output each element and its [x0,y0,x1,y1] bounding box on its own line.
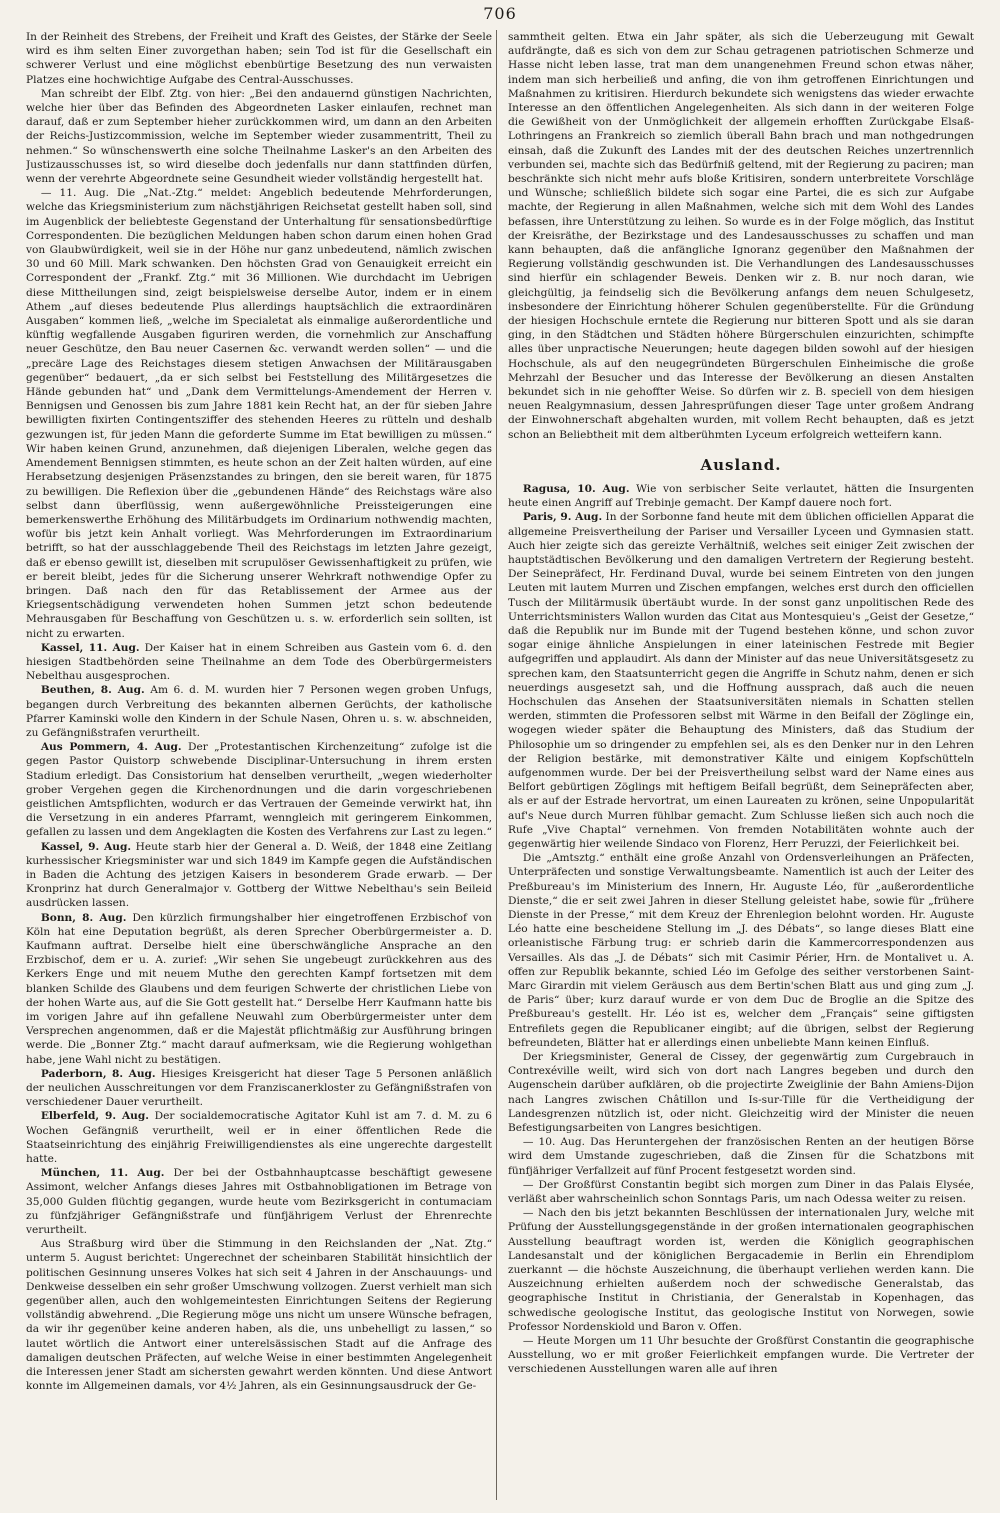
article-text: Der Kaiser hat in einem Schreiben aus Gastein vom 6. d. den hiesigen Stadtbehörden seine Theilnahme an dem Tode des Oberbürgermeisters Nebelthau ausgesprochen. [26,641,492,683]
article-paragraph [508,1334,974,1377]
dateline: Beuthen, 8. Aug. [40,684,145,697]
article-paragraph [508,1178,974,1206]
article-text: Man schreibt der Elbf. Ztg. von hier: „Bei den andauernd günstigen Nachrichten, welche hier über das Befinden des Abgeordneten Lasker einlaufen, rechnet man darauf, daß er zum September hieher zurückkommen wird, um dann an den Arbeiten der Reichs-Justizcommission, welche im September wieder zusammentritt, Theil zu nehmen.“ So wünschenswerth eine solche Theilnahme Lasker's an den Arbeiten des Justizausschusses ist, so wird dieselbe doch jedenfalls nur dann stattfinden dürfen, wenn der verehrte Abgeordnete seine Gesundheit wieder vollständig hergestellt hat. [26,87,492,186]
article-paragraph [508,851,974,1050]
article-text: Der „Protestantischen Kirchenzeitung“ zufolge ist die gegen Pastor Quistorp schwebende Disciplinar-Untersuchung in ihrem ersten Stadium erledigt. Das Consistorium hat denselben verurtheilt, „wegen wiederholter grober Vergehen gegen die Kirchenordnungen und die darin vorgeschriebenen geistlichen Amtspflichten, wodurch er das Vertrauen der Gemeinde verwirkt hat, ihn die Versetzung in ein anderes Pfarramt, wenngleich mit geringerem Einkommen, gefallen zu lassen und dem Angeklagten die Kosten des Verfahrens zur Last zu legen.“ [26,741,492,839]
article-text: In der Sorbonne fand heute mit dem üblichen officiellen Apparat die allgemeine Preisvertheilung der Pariser und Versailler Lyceen und Gymnasien statt. Auch hier zeigte sich das gereizte Verhältniß, welches seit einiger Zeit zwischen der hauptstädtischen Bevölkerung und den damaligen Vertretern der Regierung besteht. Der Seinepräfect, Hr. Ferdinand Duval, wurde bei seinem Eintreten von den jungen Leuten mit lautem Murren und Zischen empfangen, welches erst durch den officiellen Tusch der Militärmusik übertäubt wurde. In der sonst ganz unpolitischen Rede des Unterrichtsministers Wallon wurden das Citat aus Montesquieu's „Geist der Gesetze,“ daß die Republik nur im Bunde mit der Tugend bestehen könne, und schon zuvor sogar einige ähnliche Anspielungen in einer lateinischen Festrede mit Begier aufgegriffen und applaudirt. Als dann der Minister auf das neue Universitätsgesetz zu sprechen kam, den Staatsunterricht gegen die Angriffe in Schutz nahm, denen er sich neuerdings ausgesetzt sah, und die Hoffnung aussprach, daß auch die neuen Hochschulen das Ansehen der Staatsuniversitäten niemals in Schatten stellen werden, stimmten die Professoren selbst mit Wärme in den Beifall der Zöglinge ein, wogegen wieder später die Behauptung des Ministers, daß das Studium der Philosophie um so dringender zu empfehlen sei, als es den Denker nur in den Lehren der Religion bestärke, mit demonstrativer Kälte und einigem Kopfschütteln aufgenommen wurde. Der bei der Preisvertheilung selbst ward der Name eines aus Belfort gebürtigen Zöglings mit heftigem Beifall begrüßt, dem Seinepräfecten aber, als er auf der Estrade hervortrat, um einen Laureaten zu krönen, seine Unpopularität auf's Neue durch Murren fühlbar gemacht. Zum Schlusse ließen sich auch noch die Rufe „Vive Chaptal“ vernehmen. Von fremden Notabilitäten wohnte auch der gegenwärtig hier weilende Sindaco von Florenz, Herr Peruzzi, der Feierlichkeit bei. [508,511,974,850]
article-text: sammtheit gelten. Etwa ein Jahr später, als sich die Ueberzeugung mit Gewalt aufdrängte, daß es sich von dem zur Schau getragenen patriotischen Schmerze und Hasse nicht leben lasse, trat man dem unangenehmen Freund schon etwas näher, indem man sich herbeiließ und anfing, die von ihm getroffenen Einrichtungen und Maßnahmen zu kritisiren. Hierdurch bekundete sich wenigstens das wieder erwachte Interesse an den öffentlichen Angelegenheiten. Als sich dann in der weiteren Folge die Gewißheit von der Unmöglichkeit der allgemein erhofften Zurückgabe Elsaß-Lothringens an Frankreich so ziemlich überall Bahn brach und man nothgedrungen einsah, daß die Zukunft des Landes mit der des deutschen Reiches unzertrennlich verbunden sei, machte sich das Bedürfniß geltend, mit der Regierung zu paciren; man beschränkte sich nicht mehr aufs bloße Kritisiren, sondern unterbreitete Vorschläge und Wünsche; schließlich bildete sich sogar eine Partei, die es sich zur Aufgabe machte, der Regierung in allen Maßnahmen, welche sich mit dem Wohl des Landes befassen, ihre Unterstützung zu leihen. So wurde es in der Folge möglich, das Institut der Kreisräthe, der Bezirkstage und des Landesausschusses zu schaffen und man kann behaupten, daß die anfängliche Ignoranz gegenüber den Maßnahmen der Regierung vollständig geschwunden ist. Die Verhandlungen des Landesausschusses sind hierfür ein schlagender Beweis. Denken wir z. B. nur noch daran, wie gleichgültig, ja feindselig sich die Bevölkerung anfangs dem neuen Schulgesetz, insbesondere der Einrichtung höherer Schulen gegenüberstellte. Für die Gründung der hiesigen Hochschule erntete die Regierung nur bitteren Spott und als sie daran ging, in den Städtchen und Städten höhere Bürgerschulen einzurichten, schimpfte alles über unpractische Neuerungen; heute dagegen bilden sowohl auf der hiesigen Hochschule, als auf den neugegründeten Bürgerschulen Einheimische die große Mehrzahl der Besucher und das Interesse der Bevölkerung an diesen Anstalten bekundet sich in nie gehoffter Weise. So dürfen wir z. B. speciell von dem hiesigen neuen Realgymnasium, dessen Jahresprüfungen dieser Tage unter großem Andrang der Einwohnerschaft abgehalten wurden, mit vollem Recht behaupten, daß es jetzt schon an Beliebtheit mit dem altberühmten Lyceum erfolgreich wetteifern kann. [508,31,974,441]
article-text: Den kürzlich firmungshalber hier eingetroffenen Erzbischof von Köln hat eine Deputation begrüßt, als deren Sprecher Oberbürgermeister a. D. Kaufmann auftrat. Derselbe hielt eine überschwängliche Ansprache an den Erzbischof, dem er u. A. zurief: „Wir sehen Sie ungebeugt zurückkehren aus des Kerkers Enge und mit neuem Muthe den gerechten Kampf fortsetzen mit dem blanken Schilde des Glaubens und dem feurigen Schwerte der christlichen Liebe von der hohen Warte aus, auf die Sie Gott gestellt hat.“ Derselbe Herr Kaufmann hatte bis im vorigen Jahre auf ihn gefallene Neuwahl zum Oberbürgermeister unter dem Versprechen angenommen, daß er die Majestät pflichtmäßig zur Ausführung bringen werde. Die „Bonner Ztg.“ macht darauf aufmerksam, wie die Regierung wohlgethan habe, jene Wahl nicht zu bestätigen. [26,911,492,1066]
page-number: 706 [483,4,517,23]
dateline: München, 11. Aug. [40,1167,165,1180]
article-paragraph [508,1206,974,1334]
article-paragraph [26,87,492,186]
article-text: In der Reinheit des Strebens, der Freiheit und Kraft des Geistes, der Stärke der Seele wird es ihm selten Einer zuvorgethan haben; sein Tod ist für die Gesellschaft ein schwerer Verlust und eine möglichst ebenbürtige Besetzung des nun verwaisten Platzes eine hochwichtige Aufgabe des Central-Ausschusses. [26,31,492,86]
left-column-articles [26,30,492,1394]
article-paragraph [26,1109,492,1166]
article-text: — Nach den bis jetzt bekannten Beschlüssen der internationalen Jury, welche mit Prüfung der Ausstellungsgegenstände in der großen internationalen geographischen Ausstellung beauftragt worden ist, werden die Königlich geographischen Landesanstalt und der königlichen Bergacademie in Berlin ein Ehrendiplom zuerkannt — die höchste Auszeichnung, die überhaupt verliehen werden kann. Die Auszeichnung erhielten außerdem noch der schwedische Generalstab, das geographische Institut in Christiania, der Generalstab in Kopenhagen, das schwedische geologische Institut, das geologische Institut von Norwegen, sowie Professor Nordenskiold und Baron v. Offen. [508,1207,974,1333]
article-paragraph [26,911,492,1067]
article-paragraph [508,1135,974,1178]
article-text: Die „Amtsztg.“ enthält eine große Anzahl von Ordensverleihungen an Präfecten, Unterpräfecten und sonstige Verwaltungsbeamte. Namentlich ist auch der Leiter des Preßbureau's im Ministerium des Innern, Hr. Auguste Léo, für „außerordentliche Dienste,“ die er seit zwei Jahren in dieser Stellung geleistet habe, sowie für „frühere Dienste in der Presse,“ mit dem Kreuz der Ehrenlegion belohnt worden. Hr. Auguste Léo hatte eine bescheidene Stellung im „J. des Débats“, so lange dieses Blatt eine orleanistische Färbung trug: er schrieb darin die Kammercorrespondenzen aus Versailles. Als das „J. de Débats“ sich mit Casimir Périer, Hrn. de Montalivet u. A. offen zur Republik bekannte, schied Léo im Gefolge des seither verstorbenen Saint-Marc Girardin mit vielem Geräusch aus dem Bertin'schen Blatt aus und ging zum „J. de Paris“ über; kurz darauf wurde er von dem Duc de Broglie an die Spitze des Preßbureau's gestellt. Hr. Léo ist es, welcher dem „Français“ seine giftigsten Entrefilets gegen die Republicaner eingibt; auf die übrigen, selbst der Regierung befreundeten, Blätter hat er allerdings einen unbeliebte Mann keinen Einfluß. [508,852,974,1049]
article-text: Der bei der Ostbahnhauptcasse beschäftigt gewesene Assimont, welcher Anfangs dieses Jahres mit Ostbahnobligationen im Betrage von 35,000 Gulden flüchtig gegangen, wurde heute vom Bezirksgericht in contumaciam zu fünfzjähriger Gefängnißstrafe und fünfjährigem Verlust der Ehrenrechte verurtheilt. [26,1167,492,1237]
article-text: Aus Straßburg wird über die Stimmung in den Reichslanden der „Nat. Ztg.“ unterm 5. August berichtet: Ungerechnet der scheinbaren Stabilität hinsichtlich der politischen Gesinnung unseres Volkes hat sich seit 4 Jahren in der Anschauungs- und Denkweise desselben ein sehr großer Umschwung vollzogen. Zuerst verhielt man sich gegenüber allen, auch den wohlgemeintesten Einrichtungen Seitens der Regierung vollständig abwehrend. „Die Regierung möge uns nicht um unsere Wünsche befragen, da wir ihr gegenüber keine anderen haben, als die, uns unbehelligt zu lassen,“ so lautet wörtlich die Antwort einer unterelsässischen Stadt auf die Anfrage des damaligen deutschen Präfecten, auf welche Weise in einer bestimmten Angelegenheit die Interessen jener Stadt am sichersten gewahrt werden könnten. Und diese Antwort konnte im Allgemeinen damals, vor 4½ Jahren, als ein Gesinnungsausdruck der Ge- [26,1238,492,1393]
article-paragraph [26,186,492,641]
article-paragraph [26,840,492,911]
article-paragraph [26,30,492,87]
article-paragraph [508,510,974,851]
right-column-articles-bottom [508,482,974,1377]
article-text: Der socialdemocratische Agitator Kuhl ist am 7. d. M. zu 6 Wochen Gefängniß verurtheilt, weil er in einer öffentlichen Rede die Staatseinrichtung des einjährig Freiwilligendienstes als eine ungerechte dargestellt hatte. [26,1110,492,1166]
section-heading-ausland: Ausland. [700,455,782,474]
article-text: — Heute Morgen um 11 Uhr besuchte der Großfürst Constantin die geographische Ausstellung, wo er mit großer Feierlichkeit empfangen wurde. Die Vertreter der verschiedenen Ausstellungen waren alle auf ihren [508,1335,974,1376]
right-column-articles-top [508,30,974,442]
article-text: Hiesiges Kreisgericht hat dieser Tage 5 Personen anläßlich der neulichen Ausschreitungen vor dem Franziscanerkloster zu Gefängnißstrafen von verschiedener Dauer verurtheilt. [26,1067,492,1109]
article-text: Heute starb hier der General a. D. Weiß, der 1848 eine Zeitlang kurhessischer Kriegsminister war und sich 1849 im Kampfe gegen die Aufständischen in Baden die Achtung des jetzigen Kaisers in besonderem Grade erwarb. — Der Kronprinz hat durch Generalmajor v. Gottberg der Wittwe Nebelthau's sein Beileid ausdrücken lassen. [26,840,492,910]
article-paragraph [508,1050,974,1135]
dateline: Kassel, 9. Aug. [40,840,132,853]
article-paragraph [26,1067,492,1110]
article-paragraph [26,1166,492,1237]
dateline: Paderborn, 8. Aug. [40,1067,156,1080]
article-paragraph [26,641,492,684]
right-column [508,30,974,1508]
column-divider [496,30,497,1500]
article-text: Der Kriegsminister, General de Cissey, der gegenwärtig zum Curgebrauch in Contrexéville weilt, wird sich von dort nach Langres begeben und durch den Augenschein darüber aufklären, ob die projectirte Zweiglinie der Bahn Amiens-Dijon nach Langres zwischen Châtillon und Is-sur-Tille für die Vertheidigung der Landesgrenzen nützlich ist, oder nicht. Gleichzeitig wird der Minister die neuen Befestigungsarbeiten von Langres besichtigen. [508,1051,974,1135]
article-text: — Der Großfürst Constantin begibt sich morgen zum Diner in das Palais Elysée, verläßt aber wahrscheinlich schon Sonntags Paris, um nach Odessa weiter zu reisen. [508,1178,974,1206]
dateline: Elberfeld, 9. Aug. [40,1110,149,1123]
article-text: — 11. Aug. Die „Nat.-Ztg.“ meldet: Angeblich bedeutende Mehrforderungen, welche das Kriegsministerium zum nächstjährigen Reichsetat gestellt haben soll, sind im Augenblick der beliebteste Gegenstand der Unterhaltung für sensationsbedürftige Correspondenten. Die bezüglichen Meldungen haben schon darum einen hohen Grad von Glaubwürdigkeit, weil sie in der Höhe nur ganz unbedeutend, nämlich zwischen 30 und 60 Mill. Mark schwanken. Den höchsten Grad von Genauigkeit erreicht ein Correspondent der „Frankf. Ztg.“ mit 36 Millionen. Wie durchdacht im Uebrigen diese Mittheilungen sind, zeigt beispielsweise derselbe Autor, indem er in einem Athem „auf dieses bedeutende Plus allerdings hauptsächlich die extraordinären Ausgaben“ kommen ließ, „welche im Specialetat als einmalige außerordentliche und künftig wegfallende Ausgaben figuriren werden, die vornehmlich zur Anschaffung neuer Geschütze, den Bau neuer Casernen &c. verwandt werden sollen“ — und die „precäre Lage des Reichstages diesem stetigen Anwachsen der Militärausgaben gegenüber“ bedauert, „da er sich selbst bei Feststellung des Militärgesetzes die Hände gebunden hat“ und „Dank dem Vermittelungs-Amendement der Herren v. Bennigsen und Genossen bis zum Jahre 1881 kein Recht hat, an der für sieben Jahre bewilligten fixirten Contingentsziffer des stehenden Heeres zu rütteln und deshalb gezwungen ist, für jeden Mann die geforderte Summe im Etat bewilligen zu müssen.“ Wir haben keinen Grund, anzunehmen, daß diejenigen Liberalen, welche gegen das Amendement Bennigsen stimmten, es heute schon an der Zeit halten würden, auf eine Herabsetzung desjenigen Präsenzstandes zu bringen, den sie bereit waren, für 1875 zu bewilligen. Die Reflexion über die „gebundenen Hände“ des Reichstags wäre also selbst dann überflüssig, wenn außergewöhnliche Preissteigerungen eine bemerkenswerthe Erhöhung des Militärbudgets im Ordinarium nothwendig machten, wofür bis jetzt kein Anhalt vorliegt. Was Mehrforderungen im Extraordinarium betrifft, so hat der ausschlaggebende Theil des Reichstags im letzten Jahre gezeigt, daß er ebenso gewillt ist, dieselben mit scrupulöser Gewissenhaftigkeit zu prüfen, wie er bereit bleibt, jedes für die Sicherung unserer Wehrkraft nothwendige Opfer zu bringen. Daß nach den für das Retablissement der Armee aus der Kriegsentschädigung verwendeten hohen Summen jetzt schon bedeutende Mehrausgaben für Beschaffung von Geschützen u. s. w. erforderlich sein sollten, ist nicht zu erwarten. [26,187,492,640]
article-text: — 10. Aug. Das Heruntergehen der französischen Renten an der heutigen Börse wird dem Umstande zugeschrieben, daß die Zinsen für die Schatzbons mit fünfjähriger Verfallzeit auf fünf Procent festgesetzt worden sind. [508,1136,974,1177]
article-text: Wie von serbischer Seite verlautet, hätten die Insurgenten heute einen Angriff auf Trebinje gemacht. Der Kampf dauere noch fort. [508,482,974,510]
left-column [26,30,492,1508]
article-paragraph [26,1237,492,1393]
article-paragraph [508,30,974,442]
dateline: Aus Pommern, 4. Aug. [40,741,182,754]
article-paragraph [26,683,492,740]
article-paragraph [26,740,492,839]
dateline: Ragusa, 10. Aug. [522,482,630,495]
article-text: Am 6. d. M. wurden hier 7 Personen wegen groben Unfugs, begangen durch Verbreitung des bekannten albernen Gerüchts, der katholische Pfarrer Kaminski wolle den Kindern in der Schule Nasen, Ohren u. s. w. abschneiden, zu Gefängnißstrafen verurtheilt. [26,684,492,739]
article-paragraph [508,482,974,510]
dateline: Bonn, 8. Aug. [40,911,127,924]
dateline: Paris, 9. Aug. [522,511,603,524]
dateline: Kassel, 11. Aug. [40,641,140,654]
